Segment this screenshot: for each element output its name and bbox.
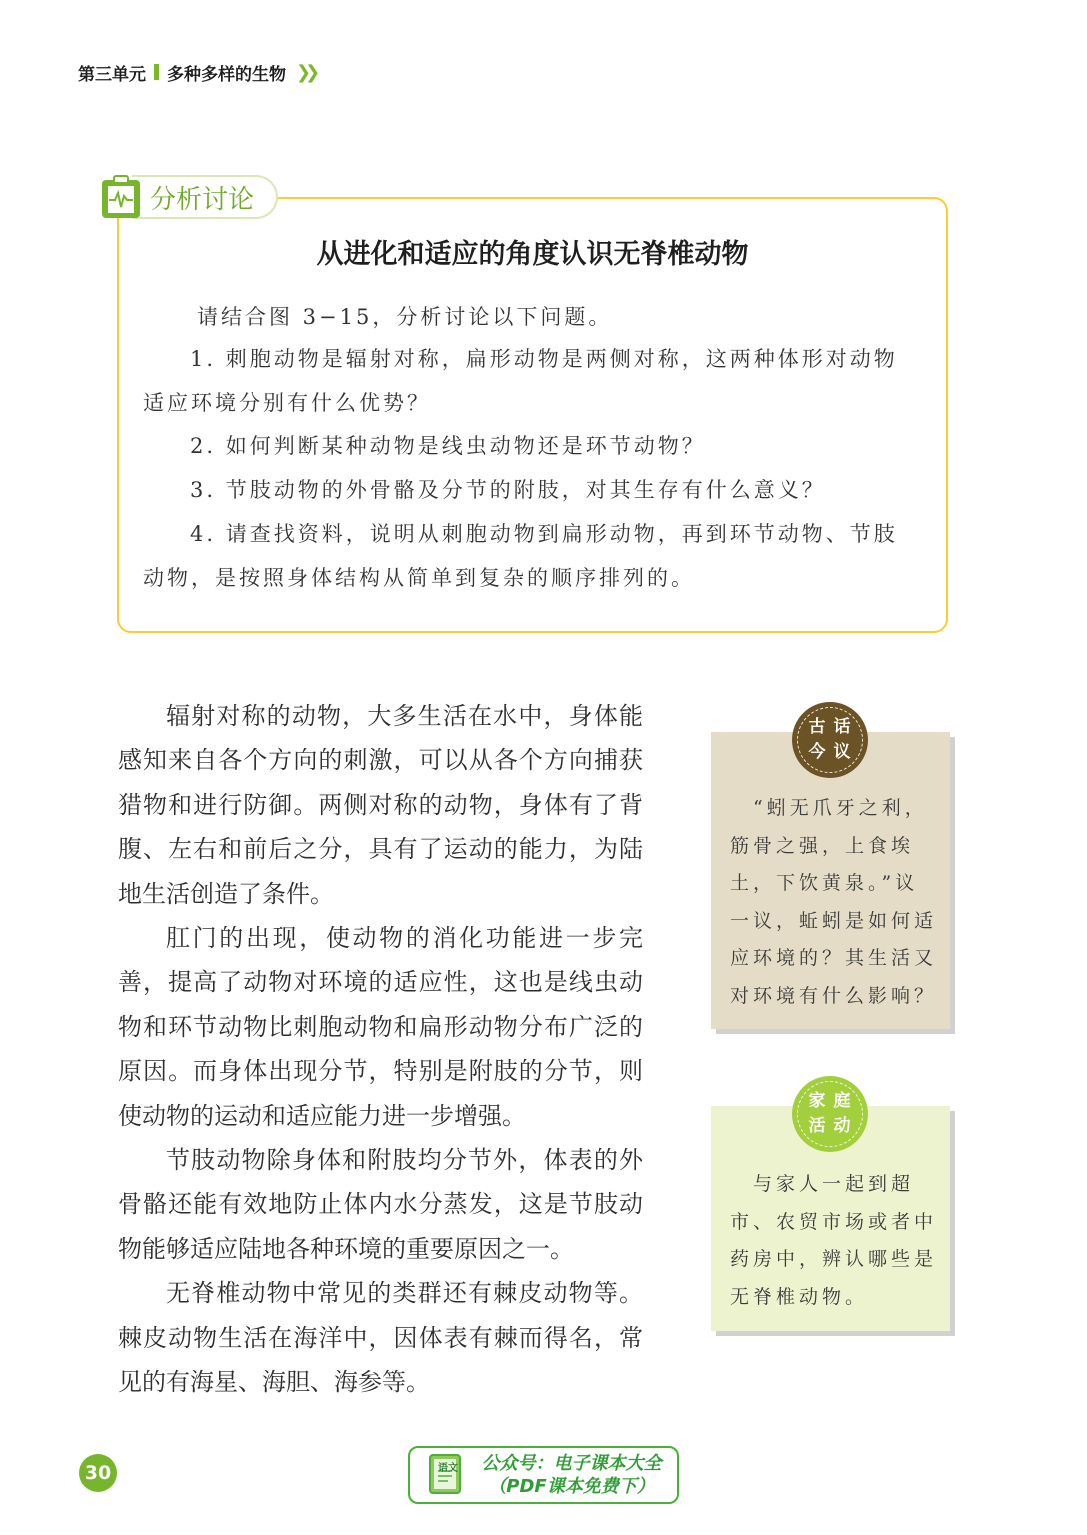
discussion-q1-line2: 适应环境分别有什么优势？: [143, 391, 431, 415]
page-number: 30: [79, 1454, 117, 1492]
main-body-text: [118, 694, 643, 1405]
discussion-q3: 3. 节肢动物的外骨骼及分节的附肢，对其生存有什么意义？: [190, 478, 826, 502]
discussion-q4-line1: 4. 请查找资料，说明从刺胞动物到扁形动物，再到环节动物、节肢: [190, 522, 898, 546]
ancient-saying-badge: 古 话 今 议: [792, 702, 868, 778]
section-label: 多种多样的生物: [167, 64, 286, 85]
header-divider: [154, 64, 159, 80]
discussion-tab: [100, 172, 278, 222]
discussion-q1-line1: 1. 刺胞动物是辐射对称，扁形动物是两侧对称，这两种体形对动物: [190, 347, 898, 371]
ancient-saying-text: “蚓无爪牙之利， 筋骨之强，上食埃 土，下饮黄泉。”议 一议，蚯蚓是如何适 应环境的？其生活又 对环境有什么影响？: [730, 797, 938, 1007]
discussion-intro: 请结合图 3−15，分析讨论以下问题。: [197, 305, 613, 329]
family-activity-badge: 家 庭 活 动: [792, 1076, 868, 1152]
body-paragraph: 辐射对称的动物，大多生活在水中，身体能感知来自各个方向的刺激，可以从各个方向捕获猎物和进行防御。两侧对称的动物，身体有了背腹、左右和前后之分，具有了运动的能力，为陆地生活创造了条件。: [118, 702, 643, 908]
watermark-banner: [408, 1446, 679, 1504]
book-icon: 语文: [426, 1451, 466, 1499]
body-paragraph: 无脊椎动物中常见的类群还有棘皮动物等。棘皮动物生活在海洋中，因体表有棘而得名，常见的有海星、海胆、海参等。: [118, 1279, 643, 1397]
discussion-tab-label: 分析讨论: [132, 175, 278, 219]
double-chevron-icon: ❯❯: [296, 61, 315, 83]
body-paragraph: 节肢动物除身体和附肢均分节外，体表的外骨骼还能有效地防止体内水分蒸发，这是节肢动物能够适应陆地各种环境的重要原因之一。: [118, 1146, 643, 1263]
running-header: [78, 58, 314, 86]
family-activity-text: 与家人一起到超 市、农贸市场或者中 药房中，辨认哪些是 无脊椎动物。: [730, 1173, 938, 1308]
discussion-q2: 2. 如何判断某种动物是线虫动物还是环节动物？: [190, 434, 706, 458]
discussion-q4-line2: 动物，是按照身体结构从简单到复杂的顺序排列的。: [143, 566, 695, 590]
discussion-title: 从进化和适应的角度认识无脊椎动物: [316, 239, 749, 270]
clipboard-pulse-icon: [100, 174, 142, 220]
unit-label: 第三单元: [78, 64, 146, 85]
watermark-text: 公众号：电子课本大全 （PDF课本免费下）: [481, 1453, 662, 1497]
body-paragraph: 肛门的出现，使动物的消化功能进一步完善，提高了动物对环境的适应性，这也是线虫动物和环节动物比刺胞动物和扁形动物分布广泛的原因。而身体出现分节，特别是附肢的分节，则使动物的运动和适应能力进一步增强。: [118, 924, 643, 1130]
